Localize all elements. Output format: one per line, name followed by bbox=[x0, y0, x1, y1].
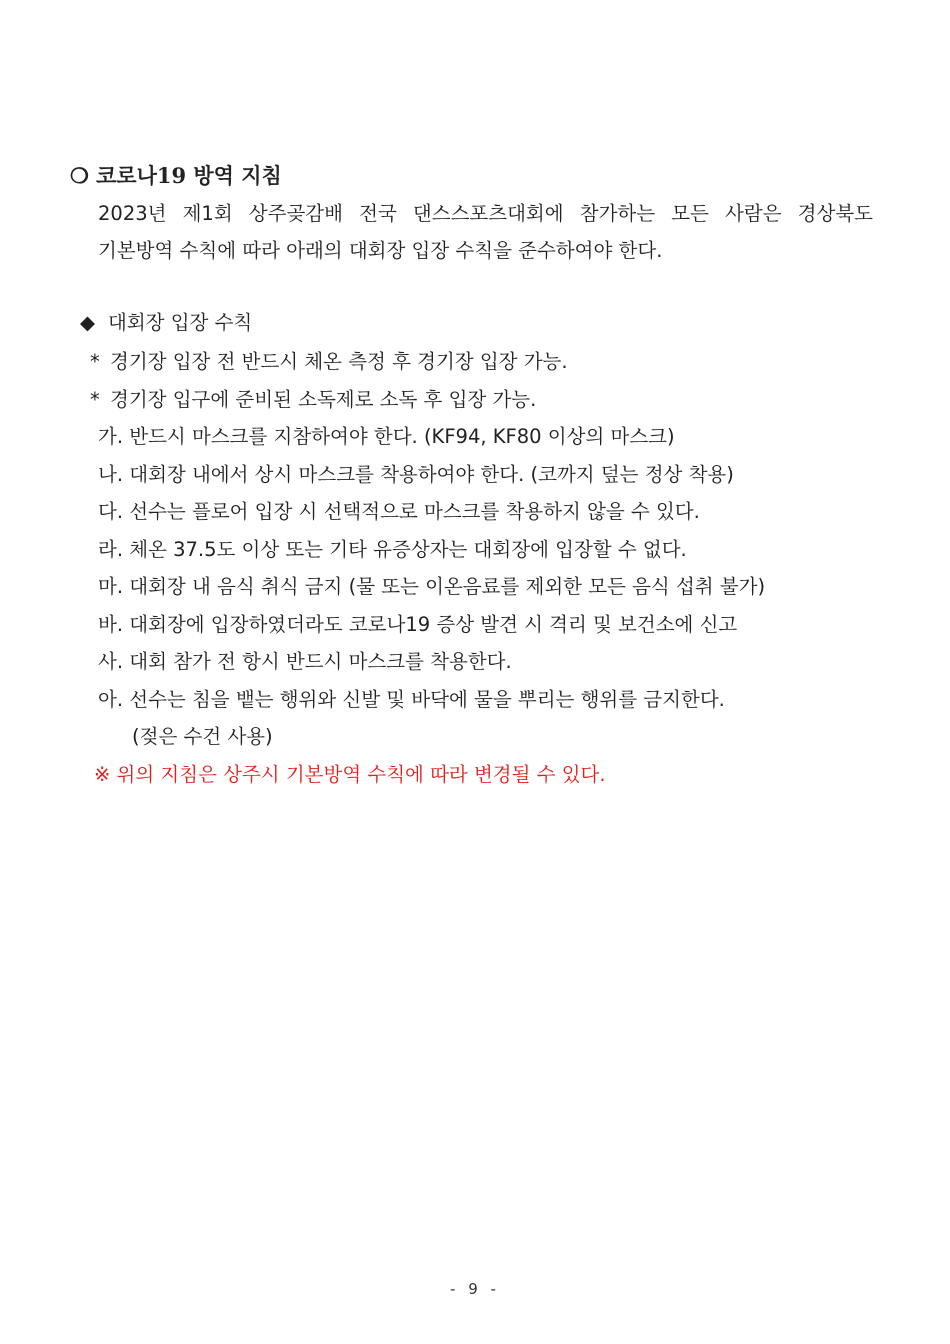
asterisk-bullet-icon: * bbox=[90, 350, 100, 373]
rules-note: ※ 위의 지침은 상주시 기본방역 수칙에 따라 변경될 수 있다. bbox=[94, 762, 606, 786]
rule-star-item bbox=[90, 381, 880, 419]
rule-star-item bbox=[90, 343, 880, 381]
rules-list bbox=[90, 343, 880, 793]
intro-line-2: 기본방역 수칙에 따라 아래의 대회장 입장 수칙을 준수하여야 한다. bbox=[98, 239, 663, 262]
rule-item: 가. 반드시 마스크를 지참하여야 한다. (KF94, KF80 이상의 마스크) bbox=[98, 425, 675, 448]
rule-item: 바. 대회장에 입장하였더라도 코로나19 증상 발견 시 격리 및 보건소에 신고 bbox=[98, 612, 738, 636]
rule-item: 나. 대회장 내에서 상시 마스크를 착용하여야 한다. (코까지 덮는 정상 착용) bbox=[98, 462, 734, 486]
page-number: - 9 - bbox=[450, 1280, 500, 1298]
section-title-text: 코로나19 방역 지침 bbox=[96, 163, 282, 188]
intro-line-1: 2023년 제1회 상주곶감배 전국 댄스스포츠대회에 참가하는 모든 사람은 경상북도 bbox=[98, 202, 873, 225]
section-title bbox=[70, 160, 282, 190]
rule-item: 마. 대회장 내 음식 취식 금지 (물 또는 이온음료를 제외한 모든 음식 섭취 불가) bbox=[98, 575, 766, 598]
subsection-title-text: 대회장 입장 수칙 bbox=[108, 311, 253, 334]
asterisk-bullet-icon: * bbox=[90, 387, 100, 411]
rule-item: 사. 대회 참가 전 항시 반드시 마스크를 착용한다. bbox=[98, 650, 512, 673]
subsection-title bbox=[80, 307, 252, 335]
circle-bullet-icon: ❍ bbox=[70, 163, 89, 188]
intro-paragraph bbox=[98, 195, 873, 269]
rule-star-text: 경기장 입구에 준비된 소독제로 소독 후 입장 가능. bbox=[110, 387, 537, 411]
diamond-bullet-icon: ◆ bbox=[80, 311, 95, 334]
rule-item: 다. 선수는 플로어 입장 시 선택적으로 마스크를 착용하지 않을 수 있다. bbox=[98, 500, 700, 523]
rule-item: 아. 선수는 침을 뱉는 행위와 신발 및 바닥에 물을 뿌리는 행위를 금지한다. bbox=[98, 687, 725, 711]
rule-item: 라. 체온 37.5도 이상 또는 기타 유증상자는 대회장에 입장할 수 없다. bbox=[98, 537, 687, 561]
rule-star-text: 경기장 입장 전 반드시 체온 측정 후 경기장 입장 가능. bbox=[110, 350, 568, 373]
rule-item-continuation: (젖은 수건 사용) bbox=[132, 725, 273, 748]
